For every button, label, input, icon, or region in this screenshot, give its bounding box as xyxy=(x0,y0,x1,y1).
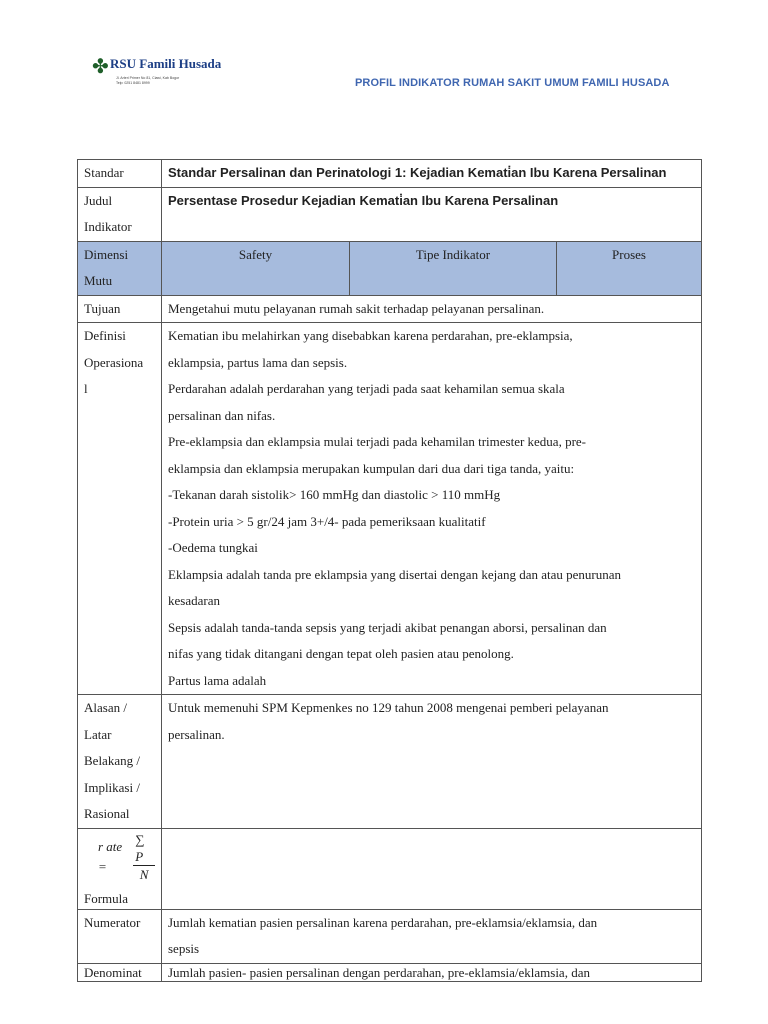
value-definisi xyxy=(162,323,702,695)
value-formula xyxy=(162,828,702,909)
text-line: Jumlah kematian pasien persalinan karena perdarahan, pre-eklamsia/eklamsia, dan xyxy=(168,914,598,930)
hospital-logo xyxy=(86,50,222,92)
label-judul xyxy=(78,187,162,241)
text-line: Partus lama adalah xyxy=(168,672,267,688)
formula-label-text: Formula xyxy=(84,890,129,906)
text-line: persalinan dan nifas. xyxy=(168,407,276,423)
label-dimensi xyxy=(78,241,162,295)
label-formula xyxy=(78,828,162,909)
formula-fraction xyxy=(133,831,155,883)
formula-numerator: ∑ P xyxy=(133,831,155,866)
row-dimensi-mutu xyxy=(78,241,702,295)
formula-denominator: N xyxy=(139,866,149,882)
page-header-title: PROFIL INDIKATOR RUMAH SAKIT UMUM FAMILI HUSADA xyxy=(355,77,670,89)
row-judul xyxy=(78,187,702,241)
label-line: Rasional xyxy=(84,806,130,821)
value-alasan xyxy=(162,695,702,829)
text-line: Sepsis adalah tanda-tanda sepsis yang terjadi akibat penangan aborsi, persalinan dan xyxy=(168,619,607,635)
label-line: Latar xyxy=(84,726,112,742)
label-standar: Standar xyxy=(78,160,162,188)
text-line: kesadaran xyxy=(168,593,220,608)
logo-address: Jl. Arteri Primer No 81, Ciawi, Kab Bogor xyxy=(116,76,180,80)
text-line: Kematian ibu melahirkan yang disebabkan karena perdarahan, pre-eklampsia, xyxy=(168,328,573,343)
text-line: persalinan. xyxy=(168,726,225,742)
text-line: Eklampsia adalah tanda pre eklampsia yang disertai dengan kejang dan atau penurunan xyxy=(168,566,622,582)
value-tujuan: Mengetahui mutu pelayanan rumah sakit terhadap pelayanan persalinan. xyxy=(162,295,702,323)
text-line: eklampsia dan eklampsia merupakan kumpulan dari dua dari tiga tanda, yaitu: xyxy=(168,460,575,476)
logo-phone: Telp: 0251 8481 8999 xyxy=(116,81,150,85)
text-line: Perdarahan adalah perdarahan yang terjadi pada saat kehamilan semua skala xyxy=(168,381,565,396)
label-tipe-indikator: Tipe Indikator xyxy=(350,241,557,295)
label-denominator: Denominat xyxy=(78,963,162,981)
row-numerator xyxy=(78,909,702,963)
label-numerator: Numerator xyxy=(78,909,162,963)
label-line: Definisi xyxy=(84,328,126,343)
value-tipe-indikator: Proses xyxy=(557,241,702,295)
value-judul: Persentase Prosedur Kejadian Kemati̇an Ibu Karena Persalinan xyxy=(162,187,702,241)
label-alasan xyxy=(78,695,162,829)
label-line: Indikator xyxy=(84,219,132,234)
rate-formula xyxy=(98,831,155,883)
label-line: Belakang / xyxy=(84,753,140,768)
label-line: Operasiona xyxy=(84,354,144,370)
label-tujuan: Tujuan xyxy=(78,295,162,323)
label-line: l xyxy=(84,381,88,396)
text-line: eklampsia, partus lama dan sepsis. xyxy=(168,354,348,370)
row-alasan xyxy=(78,695,702,829)
text-line: Jumlah pasien- pasien persalinan dengan perdarahan, pre-eklamsia/eklamsia, dan xyxy=(168,964,590,980)
value-numerator xyxy=(162,909,702,963)
row-tujuan xyxy=(78,295,702,323)
logo-leaf-icon: ✤ xyxy=(92,54,109,78)
logo-name: RSU Famili Husada xyxy=(110,56,222,71)
text-line: -Tekanan darah sistolik> 160 mmHg dan diastolic > 110 mmHg xyxy=(168,487,501,502)
label-line: Implikasi / xyxy=(84,779,140,795)
text-line: -Protein uria > 5 gr/24 jam 3+/4- pada pemeriksaan kualitatif xyxy=(168,513,486,529)
text-line: nifas yang tidak ditangani dengan tepat oleh pasien atau penolong. xyxy=(168,646,514,661)
row-definisi xyxy=(78,323,702,695)
text-line: sepsis xyxy=(168,941,200,956)
label-line: Mutu xyxy=(84,273,113,288)
value-denominator xyxy=(162,963,702,981)
text-line: -Oedema tungkai xyxy=(168,540,258,555)
label-line: Judul xyxy=(84,192,113,208)
label-definisi xyxy=(78,323,162,695)
label-line: Alasan / xyxy=(84,700,127,715)
text-line: Pre-eklampsia dan eklampsia mulai terjadi pada kehamilan trimester kedua, pre- xyxy=(168,434,587,449)
indicator-profile-table xyxy=(77,159,702,982)
label-line: Dimensi xyxy=(84,246,129,262)
value-standar: Standar Persalinan dan Perinatologi 1: Kejadian Kemati̇an Ibu Karena Persalinan xyxy=(162,160,702,188)
row-formula xyxy=(78,828,702,909)
value-dimensi: Safety xyxy=(162,241,350,295)
text-line: Untuk memenuhi SPM Kepmenkes no 129 tahun 2008 mengenai pemberi pelayanan xyxy=(168,700,609,715)
formula-lhs: r ate = xyxy=(98,838,123,874)
row-denominator xyxy=(78,963,702,981)
row-standar xyxy=(78,160,702,188)
